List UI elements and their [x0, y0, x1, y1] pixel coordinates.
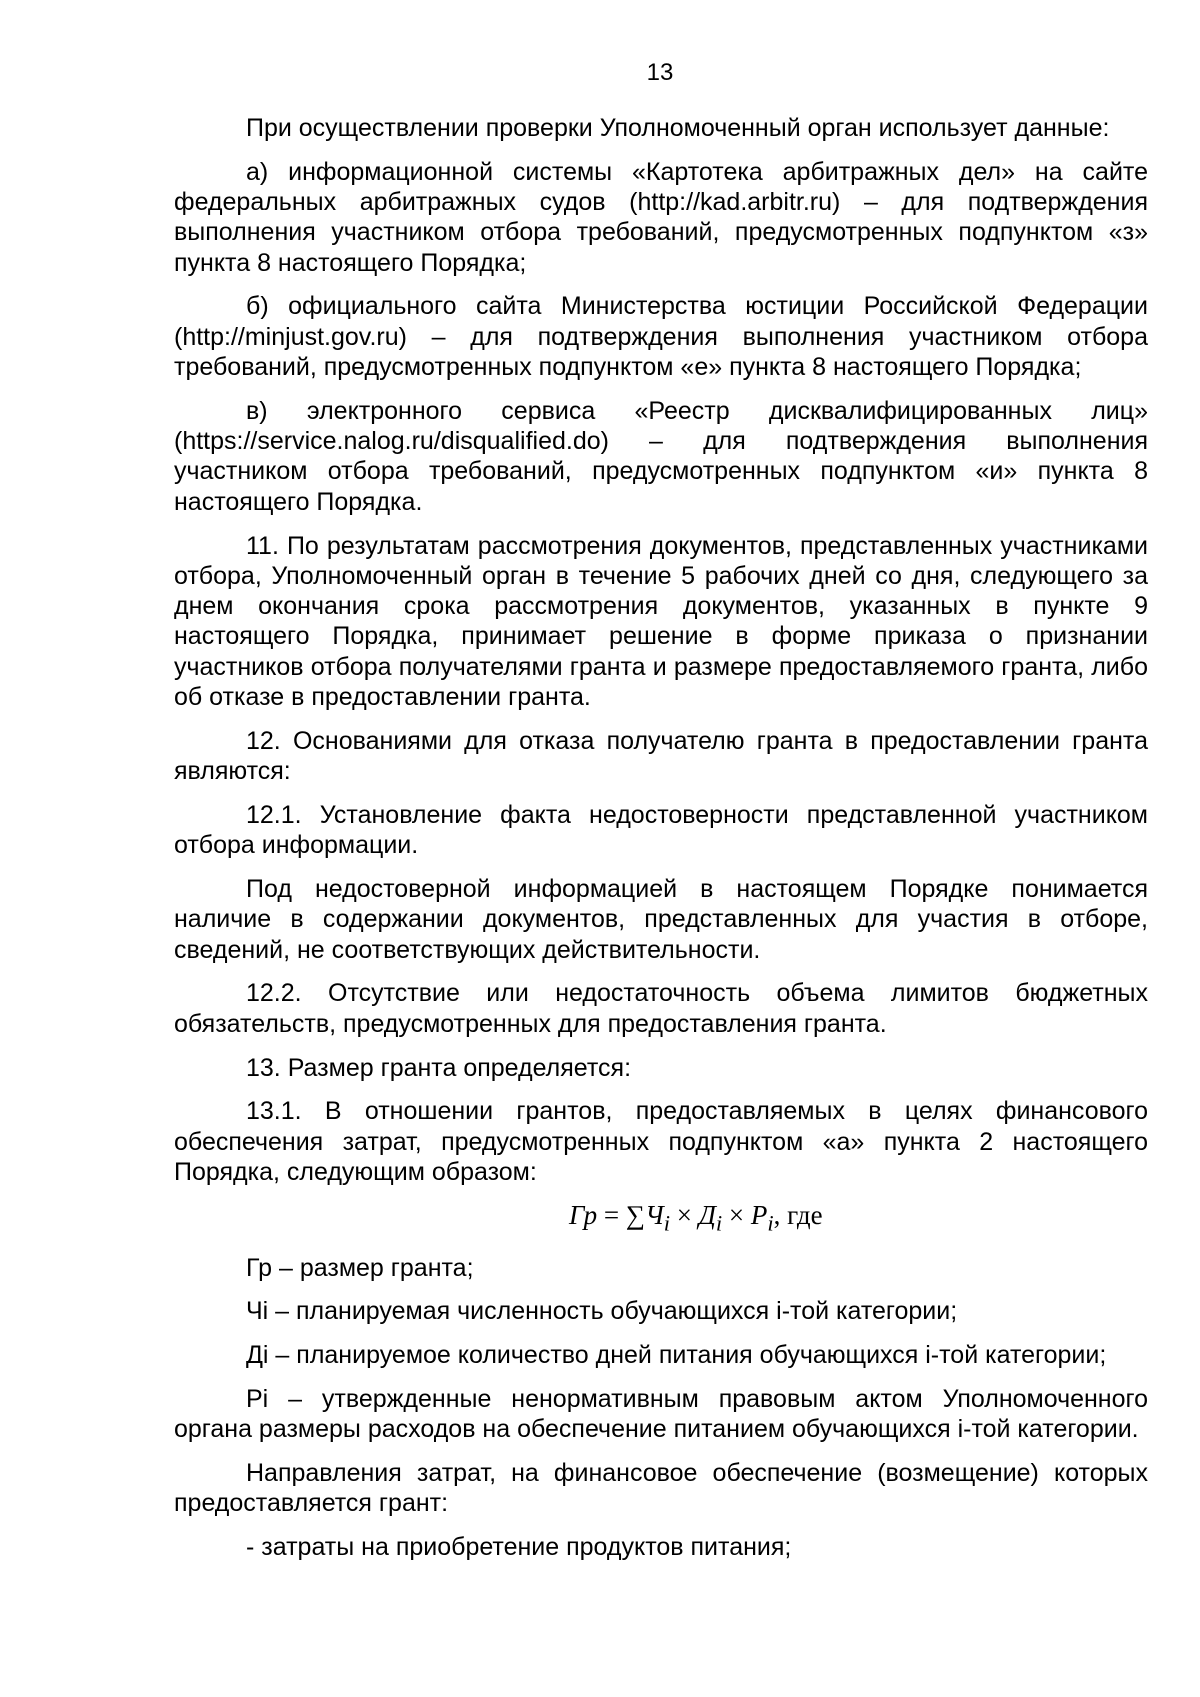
document-body [174, 113, 1148, 1576]
formula-index-3: i [767, 1210, 774, 1236]
formula-where: где [787, 1200, 823, 1231]
page-number: 13 [646, 59, 674, 86]
paragraph-def-d: Дi – планируемое количество дней питания обучающихся i-той категории; [246, 1341, 1107, 1370]
formula-sum-sign: ∑ [625, 1200, 646, 1231]
formula-index-2: i [715, 1210, 723, 1236]
paragraph-clause-12: 12. Основаниями для отказа получателю гранта в предоставлении гранта являются: [174, 726, 1148, 786]
paragraph-clause-13-1: 13.1. В отношении грантов, предоставляемых в целях финансового обеспечения затрат, предусмотренных подпунктом «а» пункта 2 настоящего Порядка, следующим образом: [174, 1097, 1148, 1186]
formula-comma: , [773, 1200, 781, 1231]
formula-times-1: × [669, 1200, 699, 1231]
paragraph-item-a-arbitration-cases: а) информационной системы «Картотека арбитражных дел» на сайте федеральных арбитражных судов (http://kad.arbitr.ru) – для подтверждения выполнения участником отбора требований, предусмотренных подпунктом «з» пункта 8 настоящего Порядка; [174, 157, 1148, 277]
paragraph-item-b-ministry-of-justice: б) официального сайта Министерства юстиции Российской Федерации (http://minjust.gov.ru) – для подтверждения выполнения участником отбора требований, предусмотренных подпунктом «е» пункта 8 настоящего Порядка; [174, 292, 1148, 382]
paragraph-clause-12-1: 12.1. Установление факта недостоверности представленной участником отбора информации. [174, 800, 1148, 860]
paragraph-clause-13: 13. Размер гранта определяется: [246, 1053, 632, 1082]
formula-lhs: Гр [569, 1200, 598, 1231]
formula-index-1: i [663, 1210, 670, 1236]
paragraph-verification-data-sources: При осуществлении проверки Уполномоченный орган использует данные: [246, 114, 1110, 142]
formula-times-2: × [722, 1200, 751, 1231]
grant-formula [174, 1198, 1148, 1240]
paragraph-item-v-disqualified-registry: в) электронного сервиса «Реестр дисквалифицированных лиц» (https://service.nalog.ru/disqualified.do) – для подтверждения выполнения участником отбора требований, предусмотренных подпунктом «и» пункта 8 настоящего Порядка. [174, 396, 1148, 516]
paragraph-clause-11: 11. По результатам рассмотрения документов, представленных участниками отбора, Уполномоченный орган в течение 5 рабочих дней со дня, следующего за днем окончания срока рассмотрения документов, указанных в пункте 9 настоящего Порядка, принимает решение в форме приказа о признании участников отбора получателями гранта и размере предоставляемого гранта, либо об отказе в предоставлении гранта. [174, 531, 1148, 712]
paragraph-def-p: Pi – утвержденные ненормативным правовым актом Уполномоченного органа размеры расходов на обеспечение питанием обучающихся i-той категории. [174, 1384, 1148, 1444]
paragraph-def-gr: Гр – размер гранта; [246, 1253, 474, 1282]
formula-equals: = [597, 1200, 626, 1231]
formula-var-d: Д [698, 1200, 716, 1231]
formula-var-ch: Ч [645, 1200, 664, 1231]
paragraph-expense-food: - затраты на приобретение продуктов питания; [246, 1533, 792, 1562]
paragraph-unreliable-info-definition: Под недостоверной информацией в настоящем Порядке понимается наличие в содержании документов, представленных для участия в отборе, сведений, не соответствующих действительности. [174, 875, 1148, 964]
paragraph-expense-directions: Направления затрат, на финансовое обеспечение (возмещение) которых предоставляется грант: [174, 1459, 1148, 1518]
paragraph-clause-12-2: 12.2. Отсутствие или недостаточность объема лимитов бюджетных обязательств, предусмотренных для предоставления гранта. [174, 979, 1148, 1038]
paragraph-def-ch: Чi – планируемая численность обучающихся i-той категории; [246, 1297, 958, 1326]
formula-var-p: P [750, 1200, 768, 1231]
